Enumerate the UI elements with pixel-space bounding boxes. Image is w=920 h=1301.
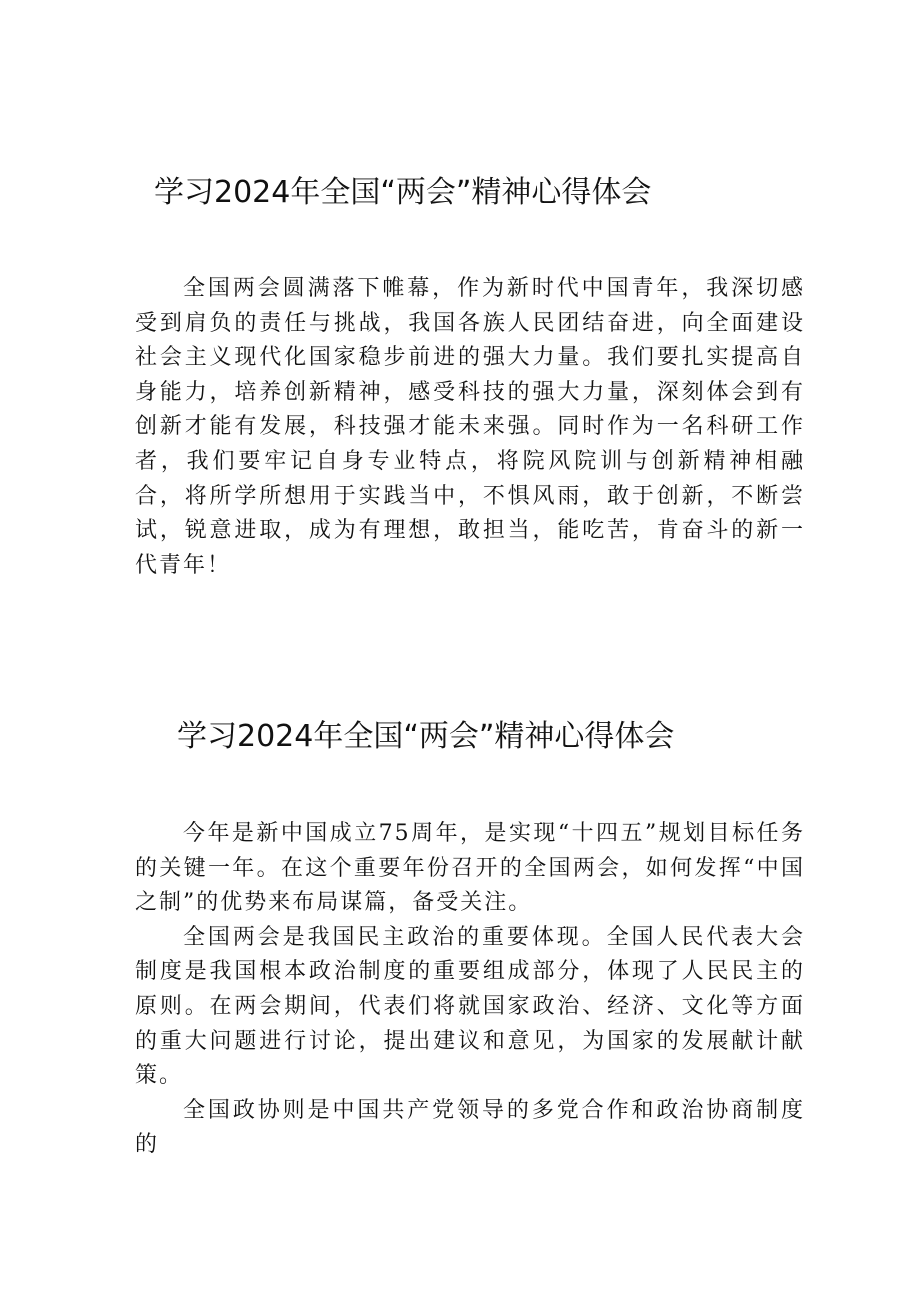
section-body <box>135 272 805 583</box>
section-title: 学习2024年全国“两会”精神心得体会 <box>177 719 675 754</box>
paragraph: 今年是新中国成立75周年，是实现“十四五”规划目标任务的关键一年。在这个重要年份召开的全国两会，如何发挥“中国之制”的优势来布局谋篇，备受关注。 <box>135 821 805 916</box>
section-title: 学习2024年全国“两会”精神心得体会 <box>154 175 652 210</box>
paragraph: 全国两会圆满落下帷幕，作为新时代中国青年，我深切感受到肩负的责任与挑战，我国各族人民团结奋进，向全面建设社会主义现代化国家稳步前进的强大力量。我们要扎实提高自身能力，培养创新精神，感受科技的强大力量，深刻体会到有创新才能有发展，科技强才能未来强。同时作为一名科研工作者，我们要牢记自身专业特点，将院风院训与创新精神相融合，将所学所想用于实践当中，不惧风雨，敢于创新，不断尝试，锐意进取，成为有理想，敢担当，能吃苦，肯奋斗的新一代青年！ <box>135 276 805 578</box>
section-body <box>135 817 805 1163</box>
paragraph: 全国政协则是中国共产党领导的多党合作和政治协商制度的 <box>135 1097 805 1158</box>
paragraph: 全国两会是我国民主政治的重要体现。全国人民代表大会制度是我国根本政治制度的重要组成部分，体现了人民民主的原则。在两会期间，代表们将就国家政治、经济、文化等方面的重大问题进行讨论，提出建议和意见，为国家的发展献计献策。 <box>135 924 805 1089</box>
